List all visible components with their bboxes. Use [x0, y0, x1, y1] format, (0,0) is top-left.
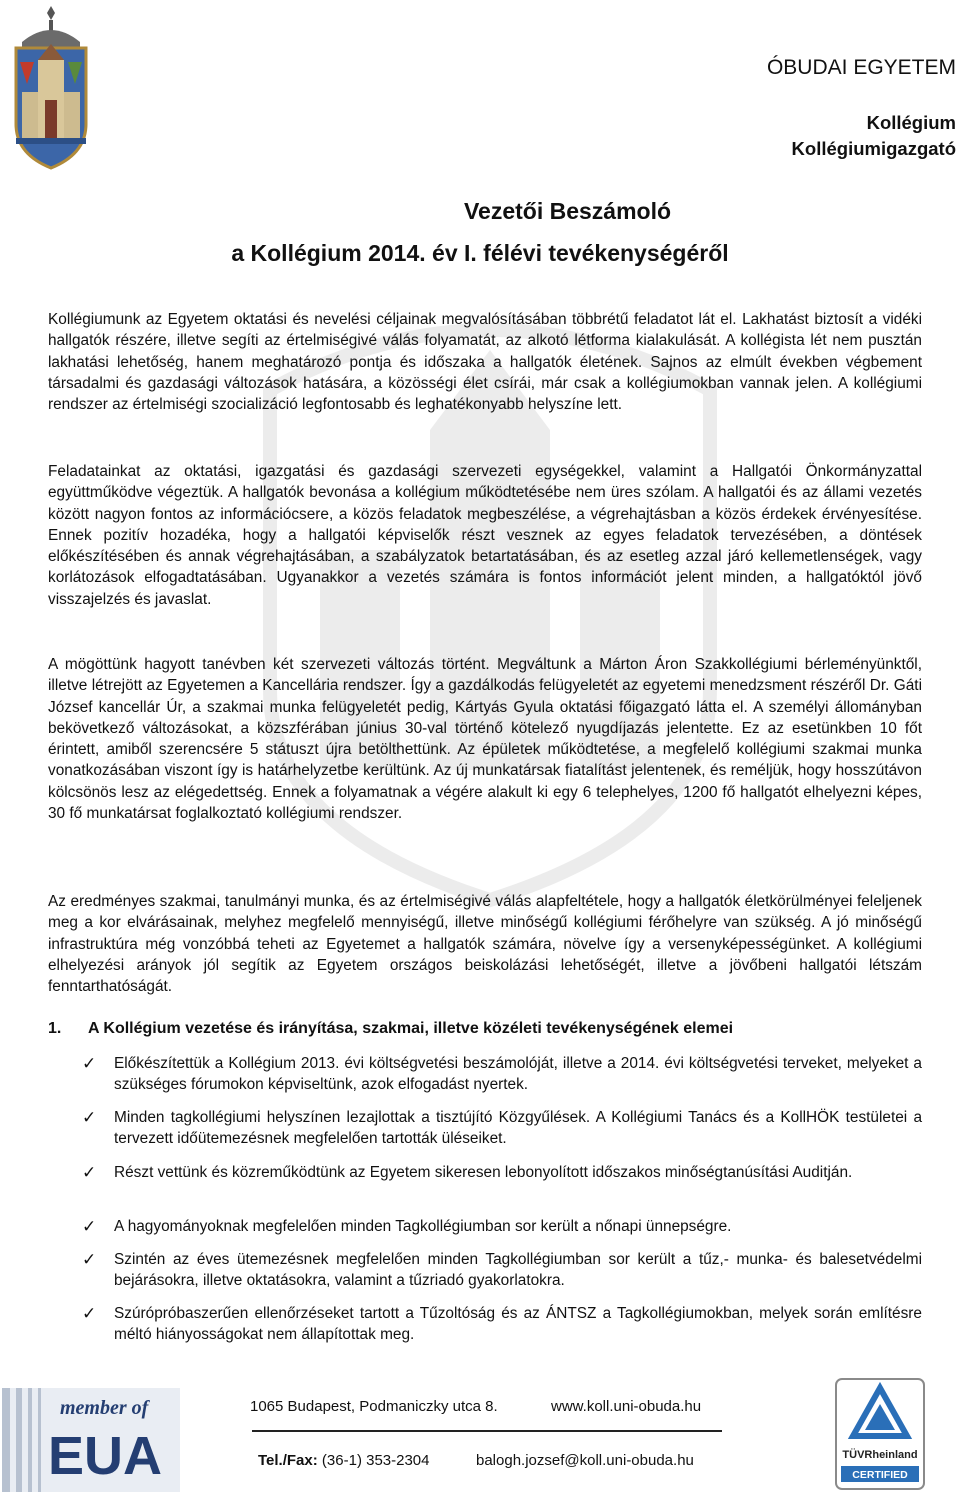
title-line-1: Vezetői Beszámoló: [463, 198, 672, 224]
department-block: [792, 110, 956, 162]
university-name: ÓBUDAI EGYETEM: [766, 56, 956, 79]
list-item-text: Minden tagkollégiumi helyszínen lezajlottak a tisztújító Közgyűlések. A Kollégiumi Tanács és a KollHÖK testületei a tervezett időütemezésnek megfelelően tartották üléseiket.: [114, 1109, 922, 1148]
checkmark-icon: ✓: [82, 1108, 97, 1127]
list-item-text: Részt vettünk és közreműködtünk az Egyetem sikeresen lebonyolított időszakos minőségtanúsítási Auditján.: [114, 1164, 853, 1181]
checkmark-icon: ✓: [82, 1163, 97, 1182]
list-item-text: Szúrópróbaszerűen ellenőrzéseket tartott a Tűzoltóság és az ÁNTSZ a Tagkollégiumokban, melyek során említésre méltó hiányosságokat nem állapítottak meg.: [114, 1305, 922, 1344]
footer-phone: [258, 1452, 430, 1469]
footer-address: 1065 Budapest, Podmaniczky utca 8.: [250, 1398, 498, 1415]
body-paragraph: Feladatainkat az oktatási, igazgatási és gazdasági szervezeti egységekkel, valamint a Hallgatói Önkormányzattal együttműködve végeztük. A hallgatók bevonása a kollégium működtetésébe nem üres szólam. A hallgatói és az állami vezetés között nagyon fontos az információcsere, a közös feladatok megbeszélése, a végrehajtásban a közös érdekek érvényesítése. Ennek pozitív hozadéka, hogy a hallgatói képviselők részt vesznek az egyes feladatok tervezésében, a döntések előkészítésében és annak végrehajtásában, a szabályzatok betartatásában, és az esetleg azzal járó kellemetlenségek, vagy korlátozások elfogadtatásában. Ugyanakkor a vezetés számára is fontos információt jelent minden, a hallgatóktól jövő visszajelzés és javaslat.: [48, 463, 922, 608]
list-item: [82, 1249, 922, 1292]
body-paragraph: Kollégiumunk az Egyetem oktatási és nevelési céljainak megvalósításában többrétű feladatot lát el. Lakhatást biztosít a vidéki hallgatók részére, illetve segíti az értelmiségivé válás folyamatát, az alkotó létforma kialakulását. A kollégista lét nem pusztán lakhatási lehetőség, hanem meghatározó pontja és időszaka a hallgatók életének. Sajnos az elmúlt években végbement társadalmi és gazdasági változások hatására, a közösségi élet csírái, már csak a kollégiumokban vannak jelen. A kollégiumi rendszer az értelmiségi szocializáció legfontosabb és leghatékonyabb helyszíne lett.: [48, 311, 922, 414]
list-item-text: Előkészítettük a Kollégium 2013. évi költségvetési beszámolóját, illetve a 2014. évi költségvetési terveket, melyeket a szükséges fórumokon képviseltünk, azok elfogadást nyertek.: [114, 1055, 922, 1094]
list-item: [82, 1162, 922, 1183]
body-paragraph: A mögöttünk hagyott tanévben két szervezeti változás történt. Megváltunk a Márton Áron Szakkollégiumi bérleményünktől, illetve létrejött az Egyetemen a Kancellária rendszer. Így a gazdálkodás felügyeletét az egyetemi menedzsment részéről Dr. Gáti József kancellár Úr, a szakmai munka felügyeletét pedig, Kártyás Gyula oktatási főigazgató látta el. A személyi állományban bekövetkező változásokat, a közszférában június 30-val történő kötelező nyugdíjazás jelentette. Ez az esetünkben 10 főt érintett, amiből szerencsére 5 státuszt újra betölthettünk. Az épületek működtetése, a megfelelő kollégiumi szakmai munka vonatkozásában viszont így is határhelyzetbe kerültünk. Az új munkatársak fiatalítást jelentenek, és reméljük, hogy hosszútávon kölcsönös lesz az elégedettség. Ennek a folyamatnak a végére alakult ki egy 6 telephelyes, 1200 fő hallgatót elhelyezni képes, 30 fő munkatársat foglalkoztató kollégiumi rendszer.: [48, 656, 922, 823]
obuda-university-crest: [8, 4, 94, 172]
eua-logo-line1: member of: [60, 1397, 149, 1419]
footer-phone-number: (36-1) 353-2304: [321, 1452, 430, 1469]
eua-member-logo: [2, 1388, 180, 1492]
department-line: Kollégiumigazgató: [791, 138, 956, 159]
list-item-text: A hagyományoknak megfelelően minden Tagkollégiumban sor került a nőnapi ünnepségre.: [114, 1218, 732, 1235]
tuv-status: CERTIFIED: [852, 1469, 908, 1481]
footer-email[interactable]: balogh.jozsef@koll.uni-obuda.hu: [476, 1452, 694, 1469]
section-title: A Kollégium vezetése és irányítása, szakmai, illetve közéleti tevékenységének elemei: [88, 1020, 734, 1037]
tuv-brand: TÜVRheinland: [842, 1449, 918, 1461]
checkmark-icon: ✓: [82, 1250, 97, 1269]
footer-divider: [252, 1430, 722, 1432]
eua-logo-line2: EUA: [48, 1426, 163, 1486]
tuv-rheinland-certified-logo: [835, 1378, 925, 1490]
footer-phone-label: Tel./Fax:: [258, 1452, 318, 1469]
department-line: Kollégium: [866, 112, 956, 133]
body-paragraph: Az eredményes szakmai, tanulmányi munka, és az értelmiségivé válás alapfeltétele, hogy a hallgatók életkörülményei feleljenek meg a kor elvárásainak, melyhez megfelelő mennyiségű, illetve minőségű kollégiumi férőhelyre van szükség. A jó minőségű infrastruktúra még vonzóbbá teheti az Egyetemet a hallgatók számára, növelve így a versenyképességünket. A kollégiumi elhelyezési arányok jól segítik az Egyetem országos beiskolázási lehetőségét, illetve a jövőbeni hallgatói létszám fenntarthatóságát.: [48, 893, 922, 996]
list-item: [82, 1107, 922, 1150]
list-item-text: Szintén az éves ütemezésnek megfelelően minden Tagkollégiumban sor került a tűz,- munka- és balesetvédelmi bejárásokra, illetve oktatásokra, valamint a tűzriadó gyakorlatokra.: [114, 1251, 922, 1290]
checkmark-icon: ✓: [82, 1304, 97, 1323]
list-item: [82, 1216, 922, 1237]
title-line-2: a Kollégium 2014. év I. félévi tevékenységéről: [231, 240, 729, 266]
checkmark-icon: ✓: [82, 1054, 97, 1073]
list-item: [82, 1053, 922, 1096]
footer-website[interactable]: www.koll.uni-obuda.hu: [551, 1398, 702, 1415]
checkmark-icon: ✓: [82, 1217, 97, 1236]
section-heading: [48, 1020, 922, 1038]
list-item: [82, 1303, 922, 1346]
section-number: 1.: [48, 1020, 62, 1037]
document-title: [0, 190, 960, 274]
